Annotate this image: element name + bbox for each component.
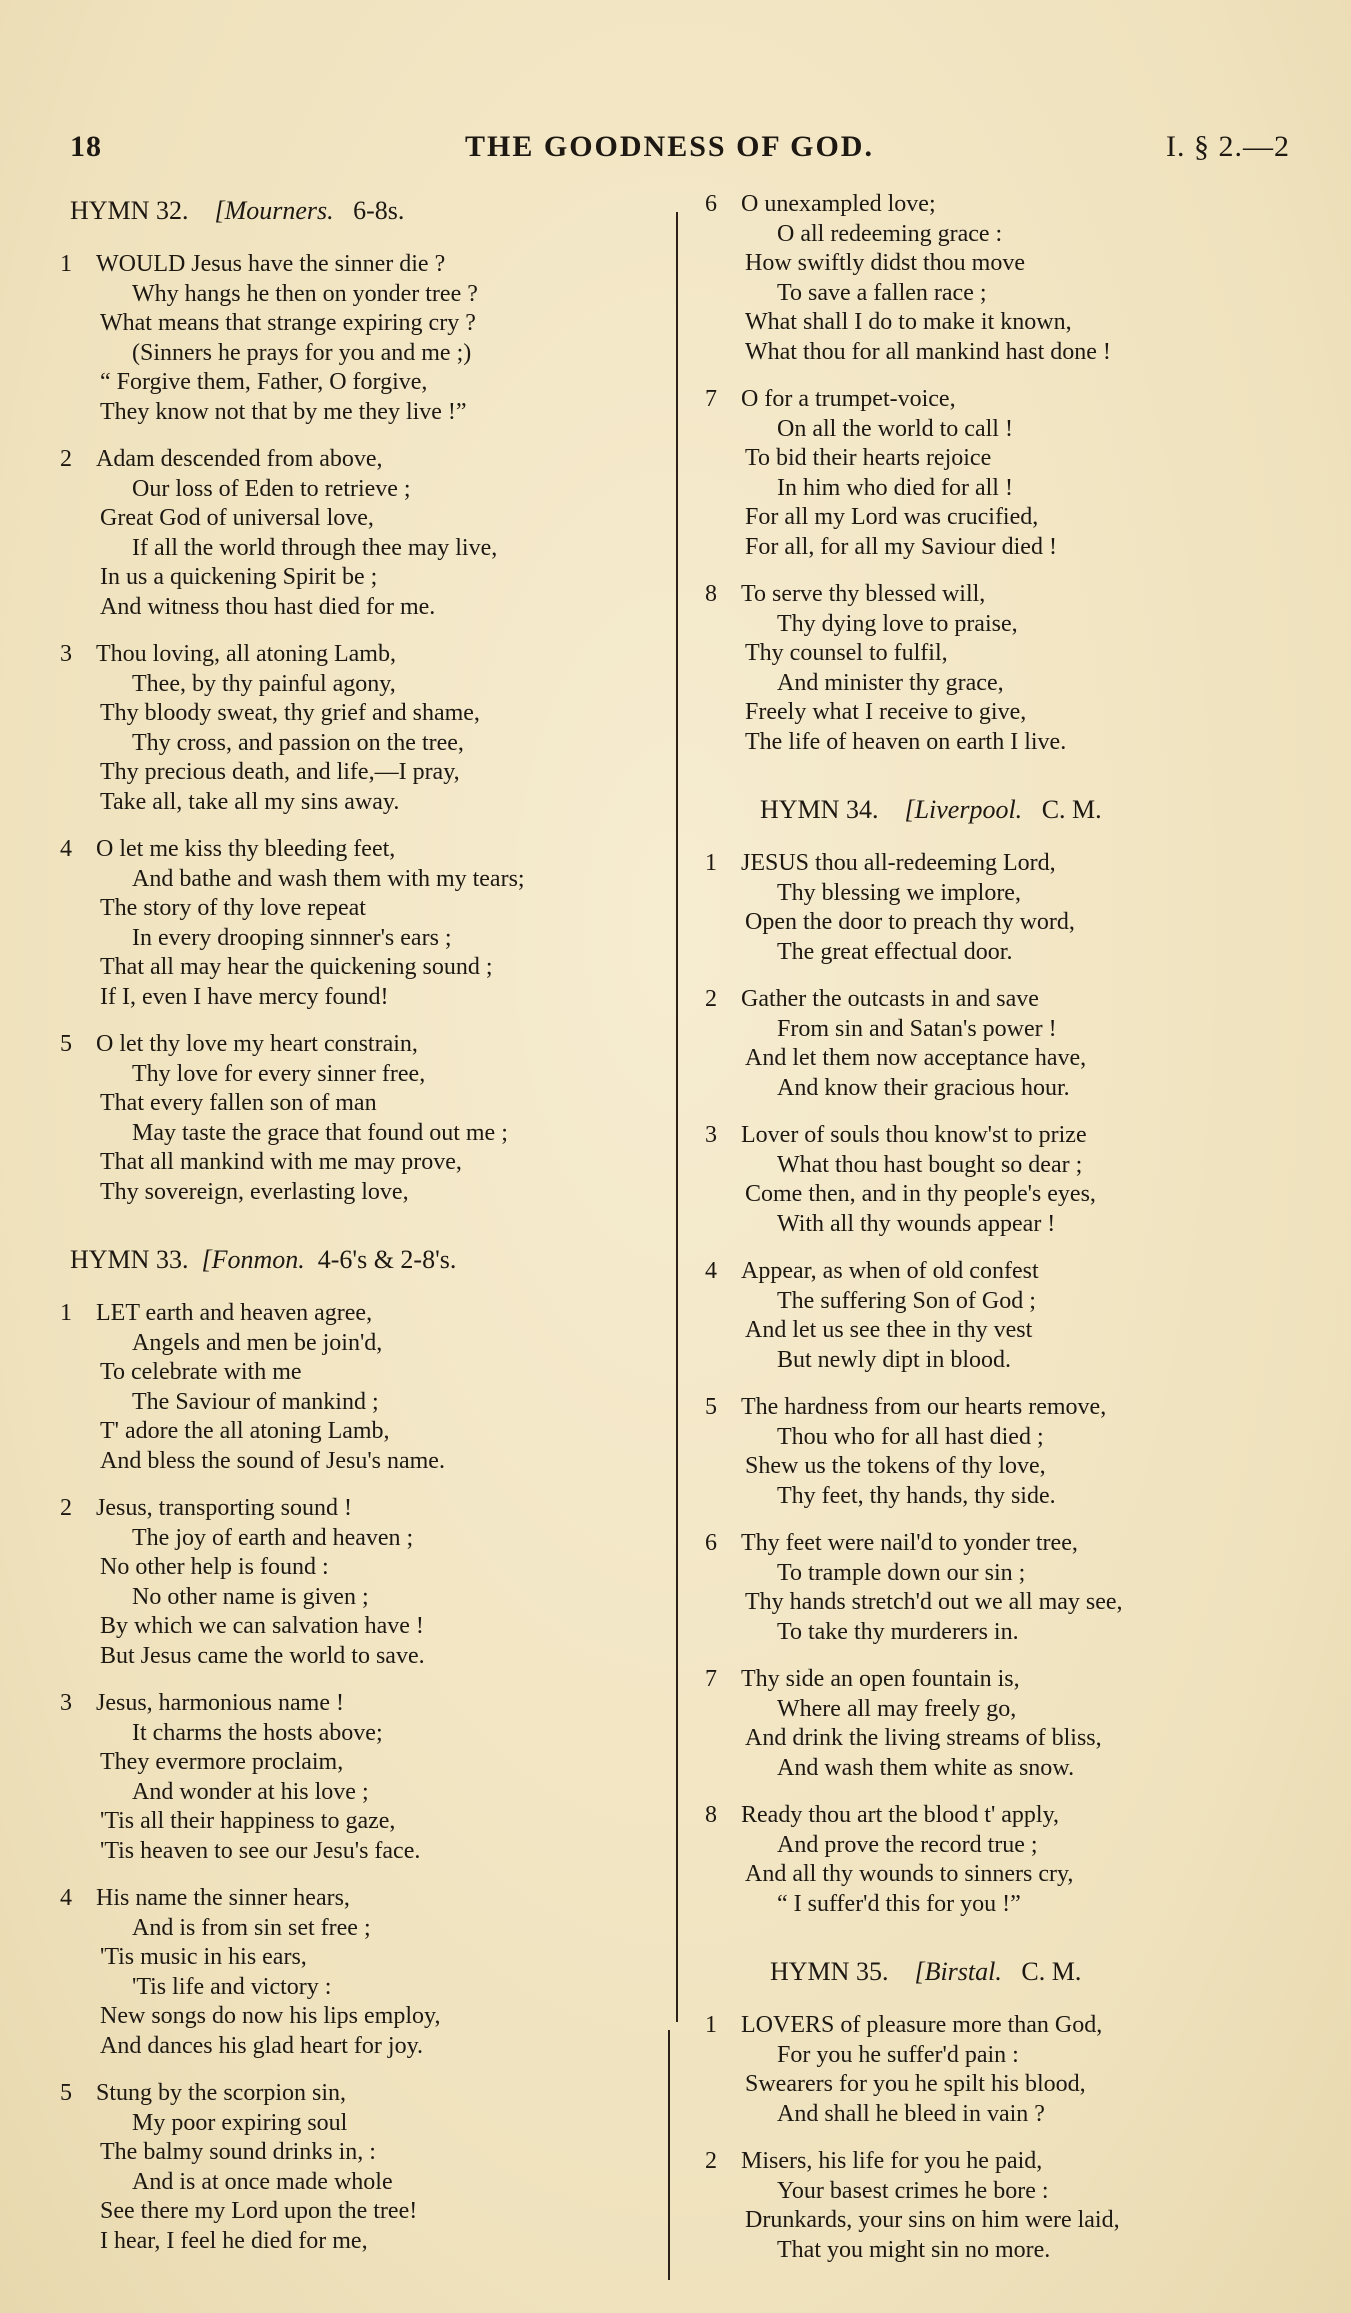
verse xyxy=(60,1299,660,1476)
verse-line: And shall he bleed in vain ? xyxy=(777,2100,1045,2127)
verse-number: 7 xyxy=(705,386,717,412)
verse-line: From sin and Satan's power ! xyxy=(777,1015,1057,1042)
verse-line: If I, even I have mercy found! xyxy=(100,983,389,1010)
hymn-number: HYMN 35. xyxy=(770,1957,889,1986)
verse-line: New songs do now his lips employ, xyxy=(100,2003,441,2029)
verse-line: Great God of universal love, xyxy=(100,505,374,531)
hymn-title xyxy=(705,1955,1305,1989)
verse-number: 1 xyxy=(60,251,72,277)
verse-line: For you he suffer'd pain : xyxy=(777,2041,1019,2068)
verse-line: Thou loving, all atoning Lamb, xyxy=(96,641,396,667)
verse-line: Come then, and in thy people's eyes, xyxy=(745,1181,1096,1207)
verse-line: And is at once made whole xyxy=(132,2168,393,2195)
verse-line: Angels and men be join'd, xyxy=(132,1329,383,1356)
hymn-title xyxy=(60,1243,660,1277)
verse-line: What thou for all mankind hast done ! xyxy=(745,338,1111,365)
verse-line: What means that strange expiring cry ? xyxy=(100,310,476,336)
verse-line: Jesus, transporting sound ! xyxy=(96,1495,352,1521)
verse-line: No other name is given ; xyxy=(132,1583,369,1610)
verse-line: JESUS thou all-redeeming Lord, xyxy=(741,850,1056,876)
verse-line: Thy counsel to fulfil, xyxy=(745,640,948,666)
verse-line: Take all, take all my sins away. xyxy=(100,788,400,815)
verse xyxy=(705,2011,1305,2129)
column-divider xyxy=(676,212,678,2022)
verse-line: The Saviour of mankind ; xyxy=(132,1388,379,1415)
verse-line: To take thy murderers in. xyxy=(777,1618,1019,1645)
hymn-tune: [Mourners. xyxy=(214,196,334,225)
verse-line: To save a fallen race ; xyxy=(777,279,987,306)
verse-line: Thy hands stretch'd out we all may see, xyxy=(745,1589,1123,1615)
verse-number: 3 xyxy=(705,1122,717,1148)
hymn-meter: 6-8s. xyxy=(353,196,405,225)
verse-line: And let us see thee in thy vest xyxy=(745,1317,1033,1343)
verse xyxy=(60,445,660,622)
verse-line: T' adore the all atoning Lamb, xyxy=(100,1418,390,1444)
verse-line: 'Tis heaven to see our Jesu's face. xyxy=(100,1837,421,1864)
verse-line: “ Forgive them, Father, O forgive, xyxy=(100,369,428,395)
verse-line: If all the world through thee may live, xyxy=(132,534,498,561)
verse-number: 5 xyxy=(705,1394,717,1420)
verse-line: But Jesus came the world to save. xyxy=(100,1642,425,1669)
verse-line: Ready thou art the blood t' apply, xyxy=(741,1802,1060,1828)
verse-line: The story of thy love repeat xyxy=(100,895,366,921)
column-divider-lower xyxy=(668,2030,670,2280)
verse-line: I hear, I feel he died for me, xyxy=(100,2227,368,2254)
verse-line: They know not that by me they live !” xyxy=(100,398,467,425)
verse-line: Thee, by thy painful agony, xyxy=(132,670,396,697)
verse xyxy=(705,385,1305,562)
hymn-title xyxy=(60,194,660,228)
verse xyxy=(705,985,1305,1103)
verse-line: O all redeeming grace : xyxy=(777,220,1003,247)
verse-line: O unexampled love; xyxy=(741,191,936,217)
verse-line: How swiftly didst thou move xyxy=(745,250,1025,276)
verse-line: Gather the outcasts in and save xyxy=(741,986,1039,1012)
verse-number: 4 xyxy=(60,836,72,862)
verse-number: 1 xyxy=(705,850,717,876)
verse-line: The hardness from our hearts remove, xyxy=(741,1394,1107,1420)
verse-line: (Sinners he prays for you and me ;) xyxy=(132,339,472,366)
hymn-number: HYMN 33. xyxy=(70,1245,189,1274)
verse-line: For all, for all my Saviour died ! xyxy=(745,533,1057,560)
hymn-tune: [Birstal. xyxy=(914,1957,1002,1986)
verse xyxy=(705,1393,1305,1511)
verse-line: Our loss of Eden to retrieve ; xyxy=(132,475,411,502)
verse-line: By which we can salvation have ! xyxy=(100,1613,424,1639)
verse-line: What shall I do to make it known, xyxy=(745,309,1072,335)
verse-line: Shew us the tokens of thy love, xyxy=(745,1453,1046,1479)
verse-line: Swearers for you he spilt his blood, xyxy=(745,2071,1086,2097)
verse-number: 2 xyxy=(60,446,72,472)
verse-line: WOULD Jesus have the sinner die ? xyxy=(96,251,446,277)
verse-number: 5 xyxy=(60,1031,72,1057)
verse-line: Open the door to preach thy word, xyxy=(745,909,1075,935)
verse xyxy=(705,849,1305,967)
verse-line: Thy dying love to praise, xyxy=(777,610,1018,637)
verse-line: O for a trumpet-voice, xyxy=(741,386,956,412)
verse-line: That every fallen son of man xyxy=(100,1090,377,1116)
verse-number: 1 xyxy=(705,2012,717,2038)
verse-number: 6 xyxy=(705,191,717,217)
verse-number: 2 xyxy=(60,1495,72,1521)
right-column xyxy=(705,190,1305,2283)
verse-line: Where all may freely go, xyxy=(777,1695,1017,1722)
verse xyxy=(705,580,1305,757)
verse-line: Thy bloody sweat, thy grief and shame, xyxy=(100,700,480,726)
verse-line: That you might sin no more. xyxy=(777,2236,1051,2263)
verse-line: His name the sinner hears, xyxy=(96,1885,350,1911)
verse-line: Misers, his life for you he paid, xyxy=(741,2148,1043,2174)
verse-line: Thy love for every sinner free, xyxy=(132,1060,426,1087)
verse-line: 'Tis all their happiness to gaze, xyxy=(100,1808,396,1834)
hymn-meter: C. M. xyxy=(1041,795,1102,824)
verse-line: That all mankind with me may prove, xyxy=(100,1149,462,1175)
verse-line: And is from sin set free ; xyxy=(132,1914,371,1941)
verse-line: LET earth and heaven agree, xyxy=(96,1300,373,1326)
verse-number: 1 xyxy=(60,1300,72,1326)
verse xyxy=(60,1494,660,1671)
verse-line: In us a quickening Spirit be ; xyxy=(100,564,378,590)
verse-line: See there my Lord upon the tree! xyxy=(100,2198,418,2224)
verse-number: 4 xyxy=(705,1258,717,1284)
verse-line: Thy cross, and passion on the tree, xyxy=(132,729,464,756)
verse-line: Lover of souls thou know'st to prize xyxy=(741,1122,1087,1148)
verse xyxy=(60,2079,660,2256)
verse-line: Appear, as when of old confest xyxy=(741,1258,1039,1284)
hymn-tune: [Liverpool. xyxy=(904,795,1023,824)
verse-line: And prove the record true ; xyxy=(777,1831,1038,1858)
verse-line: Drunkards, your sins on him were laid, xyxy=(745,2207,1120,2233)
hymn-meter: 4-6's & 2-8's. xyxy=(317,1245,457,1274)
verse-line: And wash them white as snow. xyxy=(777,1754,1075,1781)
verse xyxy=(705,2147,1305,2265)
verse-line: Thy sovereign, everlasting love, xyxy=(100,1178,409,1205)
verse-line: And dances his glad heart for joy. xyxy=(100,2032,424,2059)
verse-line: Adam descended from above, xyxy=(96,446,383,472)
hymn-meter: C. M. xyxy=(1021,1957,1082,1986)
verse-line: Thy side an open fountain is, xyxy=(741,1666,1020,1692)
verse-line: Thy precious death, and life,—I pray, xyxy=(100,759,460,785)
verse-line: They evermore proclaim, xyxy=(100,1749,344,1775)
verse-line: But newly dipt in blood. xyxy=(777,1346,1011,1373)
hymn-title xyxy=(705,793,1305,827)
verse-line: Jesus, harmonious name ! xyxy=(96,1690,344,1716)
verse-line: And let them now acceptance have, xyxy=(745,1045,1087,1071)
running-title: THE GOODNESS OF GOD. xyxy=(465,130,874,163)
verse-line: To bid their hearts rejoice xyxy=(745,445,992,471)
verse-number: 6 xyxy=(705,1530,717,1556)
verse xyxy=(705,190,1305,367)
verse xyxy=(705,1257,1305,1375)
verse-line: With all thy wounds appear ! xyxy=(777,1210,1056,1237)
verse-number: 2 xyxy=(705,2148,717,2174)
verse xyxy=(705,1529,1305,1647)
verse-line: To trample down our sin ; xyxy=(777,1559,1026,1586)
verse-line: May taste the grace that found out me ; xyxy=(132,1119,508,1146)
verse-line: LOVERS of pleasure more than God, xyxy=(741,2012,1103,2038)
verse-line: And minister thy grace, xyxy=(777,669,1004,696)
verse-line: 'Tis music in his ears, xyxy=(100,1944,307,1970)
verse-line: The life of heaven on earth I live. xyxy=(745,728,1067,755)
verse-line: What thou hast bought so dear ; xyxy=(777,1151,1083,1178)
verse-line: The great effectual door. xyxy=(777,938,1013,965)
verse-line: For all my Lord was crucified, xyxy=(745,504,1039,530)
page-header xyxy=(70,130,1290,174)
verse-line: Thou who for all hast died ; xyxy=(777,1423,1044,1450)
verse-line: And bless the sound of Jesu's name. xyxy=(100,1447,445,1474)
verse xyxy=(705,1121,1305,1239)
verse-line: The suffering Son of God ; xyxy=(777,1287,1036,1314)
verse-line: Your basest crimes he bore : xyxy=(777,2177,1049,2204)
verse-number: 8 xyxy=(705,1802,717,1828)
section-marker: I. § 2.—2 xyxy=(1166,130,1290,163)
verse-line: And wonder at his love ; xyxy=(132,1778,369,1805)
verse xyxy=(60,640,660,817)
verse-number: 7 xyxy=(705,1666,717,1692)
verse xyxy=(60,1689,660,1866)
verse xyxy=(705,1801,1305,1919)
verse xyxy=(60,250,660,427)
verse-number: 3 xyxy=(60,641,72,667)
verse-line: To serve thy blessed will, xyxy=(741,581,986,607)
verse-line: To celebrate with me xyxy=(100,1359,302,1385)
verse xyxy=(60,835,660,1012)
verse-line: And drink the living streams of bliss, xyxy=(745,1725,1102,1751)
page-number: 18 xyxy=(70,130,102,163)
hymn-tune: [Fonmon. xyxy=(201,1245,305,1274)
verse-line: Stung by the scorpion sin, xyxy=(96,2080,346,2106)
verse-line: No other help is found : xyxy=(100,1554,329,1580)
verse-line: It charms the hosts above; xyxy=(132,1719,383,1746)
verse xyxy=(60,1030,660,1207)
verse-line: Thy feet were nail'd to yonder tree, xyxy=(741,1530,1078,1556)
verse-number: 5 xyxy=(60,2080,72,2106)
verse-line: And witness thou hast died for me. xyxy=(100,593,436,620)
verse xyxy=(705,1665,1305,1783)
verse-line: The joy of earth and heaven ; xyxy=(132,1524,414,1551)
verse-number: 2 xyxy=(705,986,717,1012)
verse-line: Thy blessing we implore, xyxy=(777,879,1021,906)
verse-number: 3 xyxy=(60,1690,72,1716)
verse-line: On all the world to call ! xyxy=(777,415,1013,442)
hymn-number: HYMN 34. xyxy=(760,795,879,824)
verse-line: The balmy sound drinks in, : xyxy=(100,2139,376,2165)
verse-line: O let me kiss thy bleeding feet, xyxy=(96,836,396,862)
verse-line: And know their gracious hour. xyxy=(777,1074,1070,1101)
verse-line: Why hangs he then on yonder tree ? xyxy=(132,280,478,307)
verse-line: And bathe and wash them with my tears; xyxy=(132,865,525,892)
verse-line: Freely what I receive to give, xyxy=(745,699,1027,725)
left-column xyxy=(60,190,660,2274)
verse-line: In every drooping sinnner's ears ; xyxy=(132,924,452,951)
verse-line: “ I suffer'd this for you !” xyxy=(777,1890,1021,1917)
verse-line: 'Tis life and victory : xyxy=(132,1973,332,2000)
verse-number: 4 xyxy=(60,1885,72,1911)
verse-line: Thy feet, thy hands, thy side. xyxy=(777,1482,1056,1509)
verse-line: That all may hear the quickening sound ; xyxy=(100,954,493,980)
verse-number: 8 xyxy=(705,581,717,607)
verse-line: My poor expiring soul xyxy=(132,2109,348,2136)
verse xyxy=(60,1884,660,2061)
verse-line: In him who died for all ! xyxy=(777,474,1013,501)
verse-line: And all thy wounds to sinners cry, xyxy=(745,1861,1074,1887)
verse-line: O let thy love my heart constrain, xyxy=(96,1031,418,1057)
hymn-number: HYMN 32. xyxy=(70,196,189,225)
